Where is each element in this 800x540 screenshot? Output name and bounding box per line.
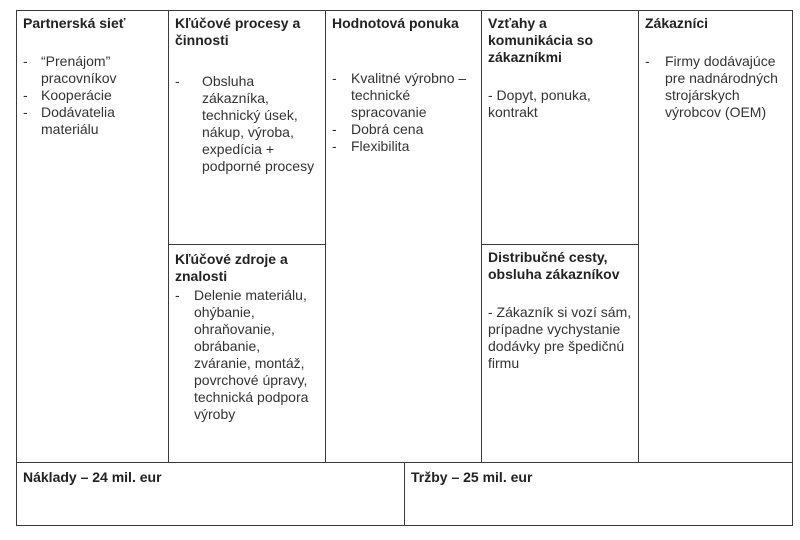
- list-dash: -: [332, 121, 337, 137]
- cost-structure-title: Náklady – 24 mil. eur: [23, 469, 162, 485]
- revenue-streams-cell: [404, 462, 793, 526]
- list-item-text: Dobrá cena: [351, 121, 424, 137]
- key-resources-list: [169, 287, 325, 423]
- list-dash: -: [23, 87, 28, 103]
- list-item-text: Kooperácie: [41, 87, 112, 103]
- value-proposition-cell: [325, 10, 482, 463]
- customer-segments-title: Zákazníci: [645, 15, 709, 31]
- value-proposition-title: Hodnotová ponuka: [332, 15, 459, 31]
- channels-cell: [481, 244, 639, 463]
- key-partners-title: Partnerská sieť: [23, 15, 126, 31]
- list-dash: -: [23, 104, 28, 120]
- key-activities-title: Kľúčové procesy a činnosti: [175, 15, 301, 48]
- cost-structure-cell: [16, 462, 405, 526]
- list-dash: -: [175, 287, 180, 303]
- list-item: [639, 53, 792, 121]
- list-item-text: “Prenájom” pracovníkov: [41, 53, 117, 86]
- list-dash: -: [175, 73, 180, 89]
- list-dash: -: [645, 53, 650, 69]
- list-item-text: Obsluha zákazníka, technický úsek, nákup, výroba, expedícia + podporné procesy: [202, 73, 315, 174]
- list-item: [169, 73, 325, 175]
- list-item: [17, 87, 168, 104]
- list-dash: -: [332, 70, 337, 86]
- list-item: [326, 138, 481, 155]
- key-resources-title: Kľúčové zdroje a znalosti: [175, 251, 288, 284]
- channels-text: - Zákazník si vozí sám, prípadne vychystanie dodávky pre špedičnú firmu: [488, 304, 632, 371]
- list-item: [17, 104, 168, 138]
- key-partners-list: [17, 53, 168, 138]
- key-resources-cell: [168, 244, 326, 463]
- list-item: [326, 70, 481, 121]
- customer-relationships-title: Vzťahy a komunikácia so zákazníkmi: [488, 15, 594, 65]
- customer-relationships-text: - Dopyt, ponuka, kontrakt: [488, 87, 591, 120]
- customer-segments-list: [639, 53, 792, 121]
- list-item-text: Dodávatelia materiálu: [41, 104, 115, 137]
- key-activities-cell: [168, 10, 326, 245]
- customer-relationships-cell: [481, 10, 639, 245]
- list-dash: -: [332, 138, 337, 154]
- revenue-streams-title: Tržby – 25 mil. eur: [411, 469, 533, 485]
- list-item: [326, 121, 481, 138]
- channels-title: Distribučné cesty, obsluha zákazníkov: [488, 249, 620, 282]
- customer-segments-cell: [638, 10, 793, 463]
- list-dash: -: [23, 53, 28, 69]
- key-partners-cell: [16, 10, 169, 463]
- list-item-text: Delenie materiálu, ohýbanie, ohraňovanie, obrábanie, zváranie, montáž, povrchové úpravy, technická podpora výroby: [194, 287, 309, 422]
- value-proposition-list: [326, 70, 481, 155]
- list-item-text: Flexibilita: [351, 138, 410, 154]
- key-activities-list: [169, 73, 325, 175]
- list-item: [169, 287, 325, 423]
- list-item-text: Firmy dodávajúce pre nadnárodných strojárskych výrobcov (OEM): [665, 53, 778, 120]
- list-item: [17, 53, 168, 87]
- list-item-text: Kvalitné výrobno – technické spracovanie: [351, 70, 467, 120]
